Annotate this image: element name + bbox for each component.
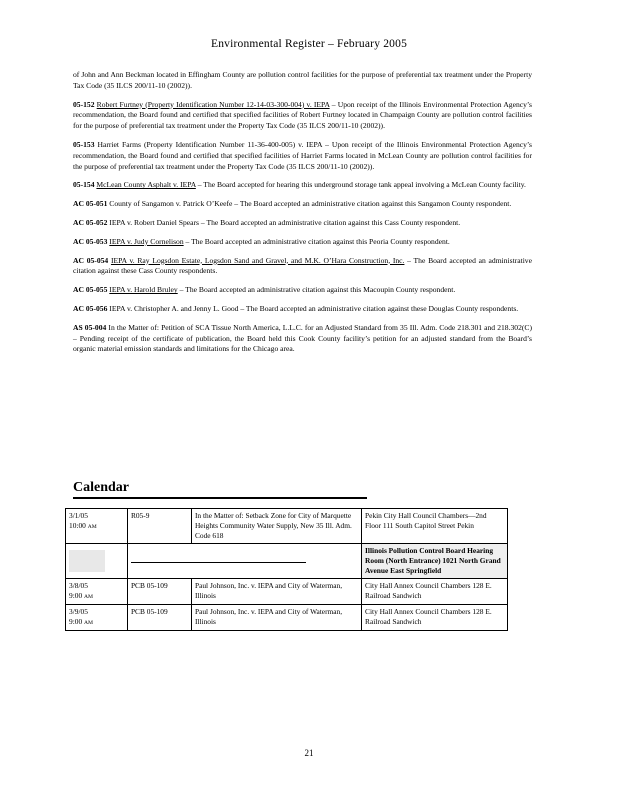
- case-title: IEPA v. Ray Logsdon Estate, Logsdon Sand and Gravel, and M.K. O’Hara Construction, Inc.: [110, 255, 405, 265]
- case-number: AC 05-052: [73, 217, 108, 227]
- case-body: – Pending receipt of the certificate of publication, the Board held this Cook County facility’s petition for an adjusted standard from the Board’s organic material emission standards and limitations for the Chicago area.: [73, 333, 532, 354]
- case-title: IEPA v. Harold Bruley: [109, 285, 178, 295]
- calendar-case-number: PCB 05-109: [127, 579, 191, 605]
- entry-05-153: [73, 140, 532, 172]
- calendar-date: 3/9/05: [69, 607, 88, 616]
- calendar-date: 3/1/05: [69, 511, 88, 520]
- calendar-date-cell: [66, 544, 128, 579]
- entry-ac-05-053: [73, 237, 532, 248]
- case-body: – The Board accepted an administrative citation against these Cass County respondents.: [73, 255, 532, 276]
- case-title: IEPA v. Robert Daniel Spears: [109, 217, 200, 227]
- divider-line: [131, 562, 306, 563]
- case-title: McLean County Asphalt v. IEPA: [96, 180, 196, 190]
- case-number: AC 05-053: [73, 236, 108, 246]
- calendar-location: Illinois Pollution Control Board Hearing Room (North Entrance) 1021 North Grand Avenue East Springfield: [362, 544, 508, 579]
- document-body: [73, 70, 532, 363]
- calendar-date-cell: [66, 509, 128, 544]
- calendar-location: City Hall Annex Council Chambers 128 E. Railroad Sandwich: [362, 579, 508, 605]
- calendar-ampm: AM: [84, 620, 94, 626]
- case-number: 05-154: [73, 180, 95, 190]
- calendar-table: [65, 508, 508, 631]
- case-title: County of Sangamon v. Patrick O’Keefe: [109, 199, 233, 209]
- calendar-ampm: AM: [87, 524, 97, 530]
- calendar-time: 10:00: [69, 521, 86, 530]
- calendar-row-blank: [66, 544, 508, 579]
- case-body: – The Board accepted an administrative citation against this Macoupin County respondent.: [177, 285, 456, 295]
- case-body: – The Board accepted an administrative citation against this Sangamon County respondent.: [232, 199, 512, 209]
- calendar-date-cell: [66, 605, 128, 631]
- entry-ac-05-056: [73, 304, 532, 315]
- calendar-description: Paul Johnson, Inc. v. IEPA and City of Waterman, Illinois: [191, 605, 361, 631]
- calendar-location: City Hall Annex Council Chambers 128 E. Railroad Sandwich: [362, 605, 508, 631]
- case-body: – The Board accepted an administrative citation against these Douglas County respondents.: [238, 303, 519, 313]
- case-number: AC 05-054: [73, 255, 109, 265]
- case-body: – The Board accepted for hearing this underground storage tank appeal involving a McLean County facility.: [195, 180, 526, 190]
- case-number: AC 05-056: [73, 303, 108, 313]
- calendar-row: [66, 579, 508, 605]
- calendar-case-number: PCB 05-109: [127, 605, 191, 631]
- case-title: IEPA v. Christopher A. and Jenny L. Good: [109, 303, 239, 313]
- case-number: AC 05-055: [73, 285, 108, 295]
- case-title: IEPA v. Judy Cornelison: [109, 236, 184, 246]
- entry-as-05-004: [73, 323, 532, 355]
- calendar-location: Pekin City Hall Council Chambers—2nd Floor 111 South Capitol Street Pekin: [362, 509, 508, 544]
- calendar-description: Paul Johnson, Inc. v. IEPA and City of Waterman, Illinois: [191, 579, 361, 605]
- case-number: 05-153: [73, 139, 95, 149]
- case-body: – The Board accepted an administrative citation against this Peoria County respondent.: [183, 236, 450, 246]
- calendar-description: In the Matter of: Setback Zone for City of Marquette Heights Community Water Supply, New 35 Ill. Adm. Code 618: [191, 509, 361, 544]
- intro-paragraph: of John and Ann Beckman located in Effingham County are pollution control facilities for the purpose of preferential tax treatment under the Property Tax Code (35 ILCS 200/11-10 (2002)).: [73, 70, 532, 90]
- entry-ac-05-052: [73, 218, 532, 229]
- calendar-date-cell: [66, 579, 128, 605]
- case-title: Robert Furtney (Property Identification Number 12-14-03-300-004) v. IEPA: [96, 99, 330, 109]
- case-body: – The Board accepted an administrative citation against this Cass County respondent.: [199, 217, 461, 227]
- case-body: – Upon receipt of the Illinois Environmental Protection Agency’s recommendation, the Board found and certified that specified facilities of Robert Furtney located in Champaign County are pollution control facilities for the purpose of preferential tax treatment under the Property Tax Code (35 ILCS 200/11-10 (2002)).: [73, 99, 532, 131]
- case-number: AC 05-051: [73, 199, 108, 209]
- entry-ac-05-054: [73, 256, 532, 278]
- page-number: 21: [304, 748, 314, 758]
- case-title: Harriet Farms (Property Identification Number 11-36-400-005) v. IEPA: [97, 139, 323, 149]
- calendar-ampm: AM: [84, 594, 94, 600]
- calendar-blank-cell: [127, 544, 361, 579]
- gray-block: [69, 550, 105, 572]
- calendar-row: [66, 605, 508, 631]
- entry-ac-05-051: [73, 199, 532, 210]
- page-header: Environmental Register – February 2005: [210, 38, 408, 50]
- case-number: AS 05-004: [73, 322, 107, 332]
- calendar-time: 9:00: [69, 591, 83, 600]
- calendar-case-number: R05-9: [127, 509, 191, 544]
- calendar-time: 9:00: [69, 617, 83, 626]
- entry-05-152: [73, 100, 532, 132]
- case-title: In the Matter of: Petition of SCA Tissue North America, L.L.C. for an Adjusted Standard from 35 Ill. Adm. Code 218.301 and 218.302(C): [108, 322, 532, 332]
- entry-05-154: [73, 180, 532, 191]
- entry-ac-05-055: [73, 285, 532, 296]
- case-number: 05-152: [73, 99, 95, 109]
- calendar-heading: Calendar: [73, 480, 367, 499]
- calendar-row: [66, 509, 508, 544]
- case-body: – Upon receipt of the Illinois Environmental Protection Agency’s recommendation, the Board found and certified that specified facilities of Harriet Farms located in McLean County are pollution control facilities for the purpose of preferential tax treatment under the Property Tax Code (35 ILCS 200/11-10 (2002)).: [73, 139, 532, 171]
- calendar-date: 3/8/05: [69, 581, 88, 590]
